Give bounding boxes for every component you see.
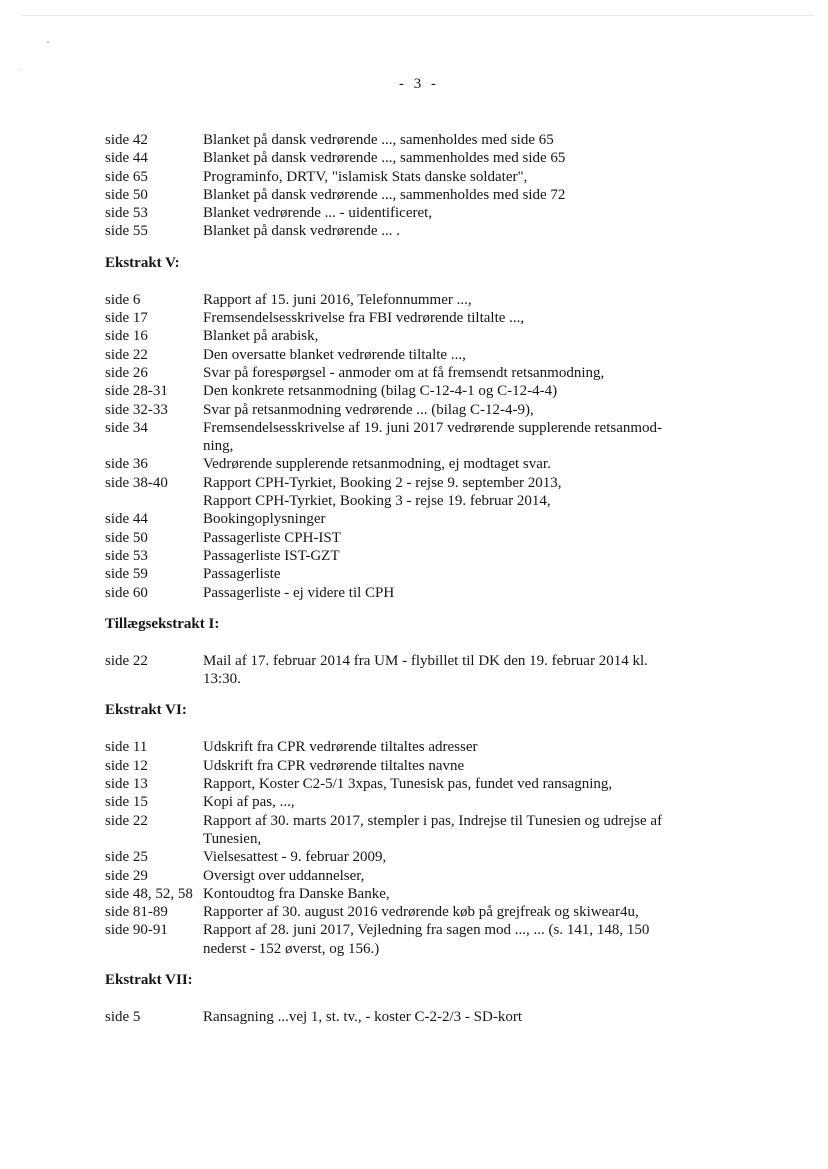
entry-row: [105, 885, 715, 903]
page-reference: side 34: [105, 419, 148, 436]
page-reference: side 44: [105, 150, 148, 167]
entry-row: [105, 529, 715, 547]
entry-row: [105, 149, 715, 167]
page-reference: side 90-91: [105, 922, 168, 939]
section-entry-list: [105, 738, 715, 958]
entry-row: [105, 652, 715, 689]
spacer: [105, 633, 715, 652]
entry-row: [105, 455, 715, 473]
entry-description: [203, 584, 715, 602]
entry-description: [203, 222, 715, 240]
entry-description: [203, 149, 715, 167]
description-line: Blanket på dansk vedrørende ... .: [203, 223, 401, 240]
entry-description: [203, 565, 715, 583]
entry-description: [203, 291, 715, 309]
section-heading: Ekstrakt V:: [105, 254, 180, 271]
page-reference: side 53: [105, 547, 148, 564]
entry-row: [105, 510, 715, 528]
description-line: Rapport CPH-Tyrkiet, Booking 2 - rejse 9. september 2013,: [203, 474, 562, 491]
entry-description: [203, 793, 715, 811]
description-line: Den konkrete retsanmodning (bilag C-12-4-1 og C-12-4-4): [203, 383, 558, 400]
page-reference: side 32-33: [105, 401, 168, 418]
page-reference: side 22: [105, 812, 148, 829]
description-continuation: Tunesien,: [203, 830, 262, 847]
section-heading: Ekstrakt VII:: [105, 971, 193, 988]
entry-description: [203, 848, 715, 866]
page-reference: side 81-89: [105, 904, 168, 921]
description-line: Rapport af 30. marts 2017, stempler i pas, Indrejse til Tunesien og udrejse af: [203, 812, 663, 829]
description-line: Rapport af 15. juni 2016, Telefonnummer ...,: [203, 291, 472, 308]
entry-description: [203, 757, 715, 775]
description-line: Blanket vedrørende ... - uidentificeret,: [203, 205, 433, 222]
entry-description: [203, 885, 715, 903]
entry-description: [203, 738, 715, 756]
entry-row: [105, 812, 715, 849]
scan-speck: [47, 41, 49, 43]
description-line: Oversigt over uddannelser,: [203, 867, 365, 884]
description-line: Passagerliste CPH-IST: [203, 529, 341, 546]
description-line: Svar på forespørgsel - anmoder om at få fremsendt retsanmodning,: [203, 364, 605, 381]
section-entry-list: [105, 291, 715, 602]
section-entry-list: [105, 1008, 715, 1026]
entry-row: [105, 867, 715, 885]
entry-row: [105, 565, 715, 583]
page-reference: side 13: [105, 776, 148, 793]
page-reference: side 36: [105, 456, 148, 473]
entry-row: [105, 291, 715, 309]
entry-row: [105, 131, 715, 149]
page-reference: side 65: [105, 168, 148, 185]
page-reference: side 53: [105, 205, 148, 222]
entry-description: [203, 455, 715, 473]
description-line: Passagerliste IST-GZT: [203, 547, 340, 564]
entry-description: [203, 1008, 715, 1026]
entry-description: [203, 547, 715, 565]
entry-row: [105, 775, 715, 793]
description-line: Mail af 17. februar 2014 fra UM - flybillet til DK den 19. februar 2014 kl.: [203, 652, 648, 669]
page-reference: side 29: [105, 867, 148, 884]
page-reference: side 11: [105, 739, 148, 756]
document-body: [105, 131, 715, 1026]
page-number: - 3 -: [399, 76, 439, 92]
entry-row: [105, 327, 715, 345]
description-line: Blanket på arabisk,: [203, 328, 319, 345]
entry-description: [203, 131, 715, 149]
description-line: Bookingoplysninger: [203, 511, 326, 528]
entry-row: [105, 222, 715, 240]
entry-description: [203, 168, 715, 186]
spacer: [105, 989, 715, 1008]
page-reference: side 48, 52, 58: [105, 885, 193, 902]
entry-row: [105, 401, 715, 419]
page-reference: side 60: [105, 584, 148, 601]
description-line: Vedrørende supplerende retsanmodning, ej modtaget svar.: [203, 456, 551, 473]
entry-description: [203, 364, 715, 382]
page-reference: side 55: [105, 223, 148, 240]
entry-row: [105, 346, 715, 364]
description-line: Vielsesattest - 9. februar 2009,: [203, 849, 387, 866]
entry-row: [105, 547, 715, 565]
page-reference: side 22: [105, 346, 148, 363]
page-reference: side 17: [105, 310, 148, 327]
entry-description: [203, 921, 715, 958]
entry-description: [203, 474, 715, 511]
spacer: [105, 272, 715, 291]
entry-row: [105, 1008, 715, 1026]
page-reference: side 44: [105, 511, 148, 528]
page-reference: side 50: [105, 529, 148, 546]
entry-description: [203, 529, 715, 547]
entry-description: [203, 382, 715, 400]
spacer: [105, 602, 715, 615]
description-line: Rapporter af 30. august 2016 vedrørende køb på grejfreak og skiwear4u,: [203, 904, 639, 921]
page-reference: side 25: [105, 849, 148, 866]
spacer: [105, 688, 715, 701]
entry-row: [105, 382, 715, 400]
entry-row: [105, 309, 715, 327]
page-reference: side 6: [105, 291, 141, 308]
entry-description: [203, 327, 715, 345]
page-reference: side 50: [105, 186, 148, 203]
description-line: Fremsendelsesskrivelse af 19. juni 2017 vedrørende supplerende retsanmod-: [203, 419, 663, 436]
description-line: Rapport af 28. juni 2017, Vejledning fra sagen mod ..., ... (s. 141, 148, 150: [203, 922, 650, 939]
description-line: Kontoudtog fra Danske Banke,: [203, 885, 390, 902]
page-reference: side 16: [105, 328, 148, 345]
entry-row: [105, 793, 715, 811]
scan-edge-line: [22, 15, 814, 16]
section-heading: Tillægsekstrakt I:: [105, 615, 220, 632]
description-line: Passagerliste: [203, 566, 281, 583]
description-line: Blanket på dansk vedrørende ..., sammenholdes med side 72: [203, 186, 566, 203]
description-line: Programinfo, DRTV, "islamisk Stats danske soldater",: [203, 168, 528, 185]
description-continuation: Rapport CPH-Tyrkiet, Booking 3 - rejse 19. februar 2014,: [203, 493, 551, 510]
description-continuation: ning,: [203, 438, 234, 455]
entry-description: [203, 401, 715, 419]
page-reference: side 59: [105, 566, 148, 583]
spacer: [105, 719, 715, 738]
description-line: Blanket på dansk vedrørende ..., samenholdes med side 65: [203, 132, 554, 148]
page-reference: side 26: [105, 364, 148, 381]
entry-description: [203, 510, 715, 528]
entry-row: [105, 738, 715, 756]
page-reference: side 22: [105, 652, 148, 669]
page-reference: side 12: [105, 757, 148, 774]
page-reference: side 28-31: [105, 383, 168, 400]
entry-description: [203, 346, 715, 364]
description-line: Den oversatte blanket vedrørende tiltalte ...,: [203, 346, 466, 363]
page-reference: side 42: [105, 132, 148, 148]
entry-row: [105, 474, 715, 511]
description-line: Ransagning ...vej 1, st. tv., - koster C-2-2/3 - SD-kort: [203, 1008, 522, 1025]
entry-row: [105, 168, 715, 186]
entry-row: [105, 921, 715, 958]
page-reference: side 5: [105, 1008, 141, 1025]
description-line: Passagerliste - ej videre til CPH: [203, 584, 395, 601]
entry-row: [105, 903, 715, 921]
description-line: Udskrift fra CPR vedrørende tiltaltes navne: [203, 757, 465, 774]
entry-row: [105, 848, 715, 866]
page-reference: side 38-40: [105, 474, 168, 491]
entry-description: [203, 309, 715, 327]
section-heading: Ekstrakt VI:: [105, 702, 187, 719]
entry-row: [105, 186, 715, 204]
entry-row: [105, 584, 715, 602]
entry-row: [105, 204, 715, 222]
intro-entry-list: [105, 131, 715, 241]
entry-description: [203, 775, 715, 793]
entry-row: [105, 364, 715, 382]
description-line: Blanket på dansk vedrørende ..., sammenholdes med side 65: [203, 150, 566, 167]
entry-description: [203, 186, 715, 204]
entry-description: [203, 812, 715, 849]
description-line: Rapport, Koster C2-5/1 3xpas, Tunesisk pas, fundet ved ransagning,: [203, 776, 613, 793]
description-line: Fremsendelsesskrivelse fra FBI vedrørende tiltalte ...,: [203, 310, 525, 327]
description-continuation: 13:30.: [203, 671, 241, 688]
entry-description: [203, 867, 715, 885]
entry-description: [203, 903, 715, 921]
entry-description: [203, 652, 715, 689]
entry-description: [203, 204, 715, 222]
page-reference: side 15: [105, 794, 148, 811]
spacer: [105, 241, 715, 254]
description-line: Kopi af pas, ...,: [203, 794, 295, 811]
description-line: Svar på retsanmodning vedrørende ... (bilag C-12-4-9),: [203, 401, 534, 418]
description-continuation: nederst - 152 øverst, og 156.): [203, 940, 380, 957]
entry-row: [105, 757, 715, 775]
entry-description: [203, 419, 715, 456]
section-entry-list: [105, 652, 715, 689]
description-line: Udskrift fra CPR vedrørende tiltaltes adresser: [203, 739, 478, 756]
entry-row: [105, 419, 715, 456]
spacer: [105, 958, 715, 971]
scan-speck: [19, 69, 20, 70]
